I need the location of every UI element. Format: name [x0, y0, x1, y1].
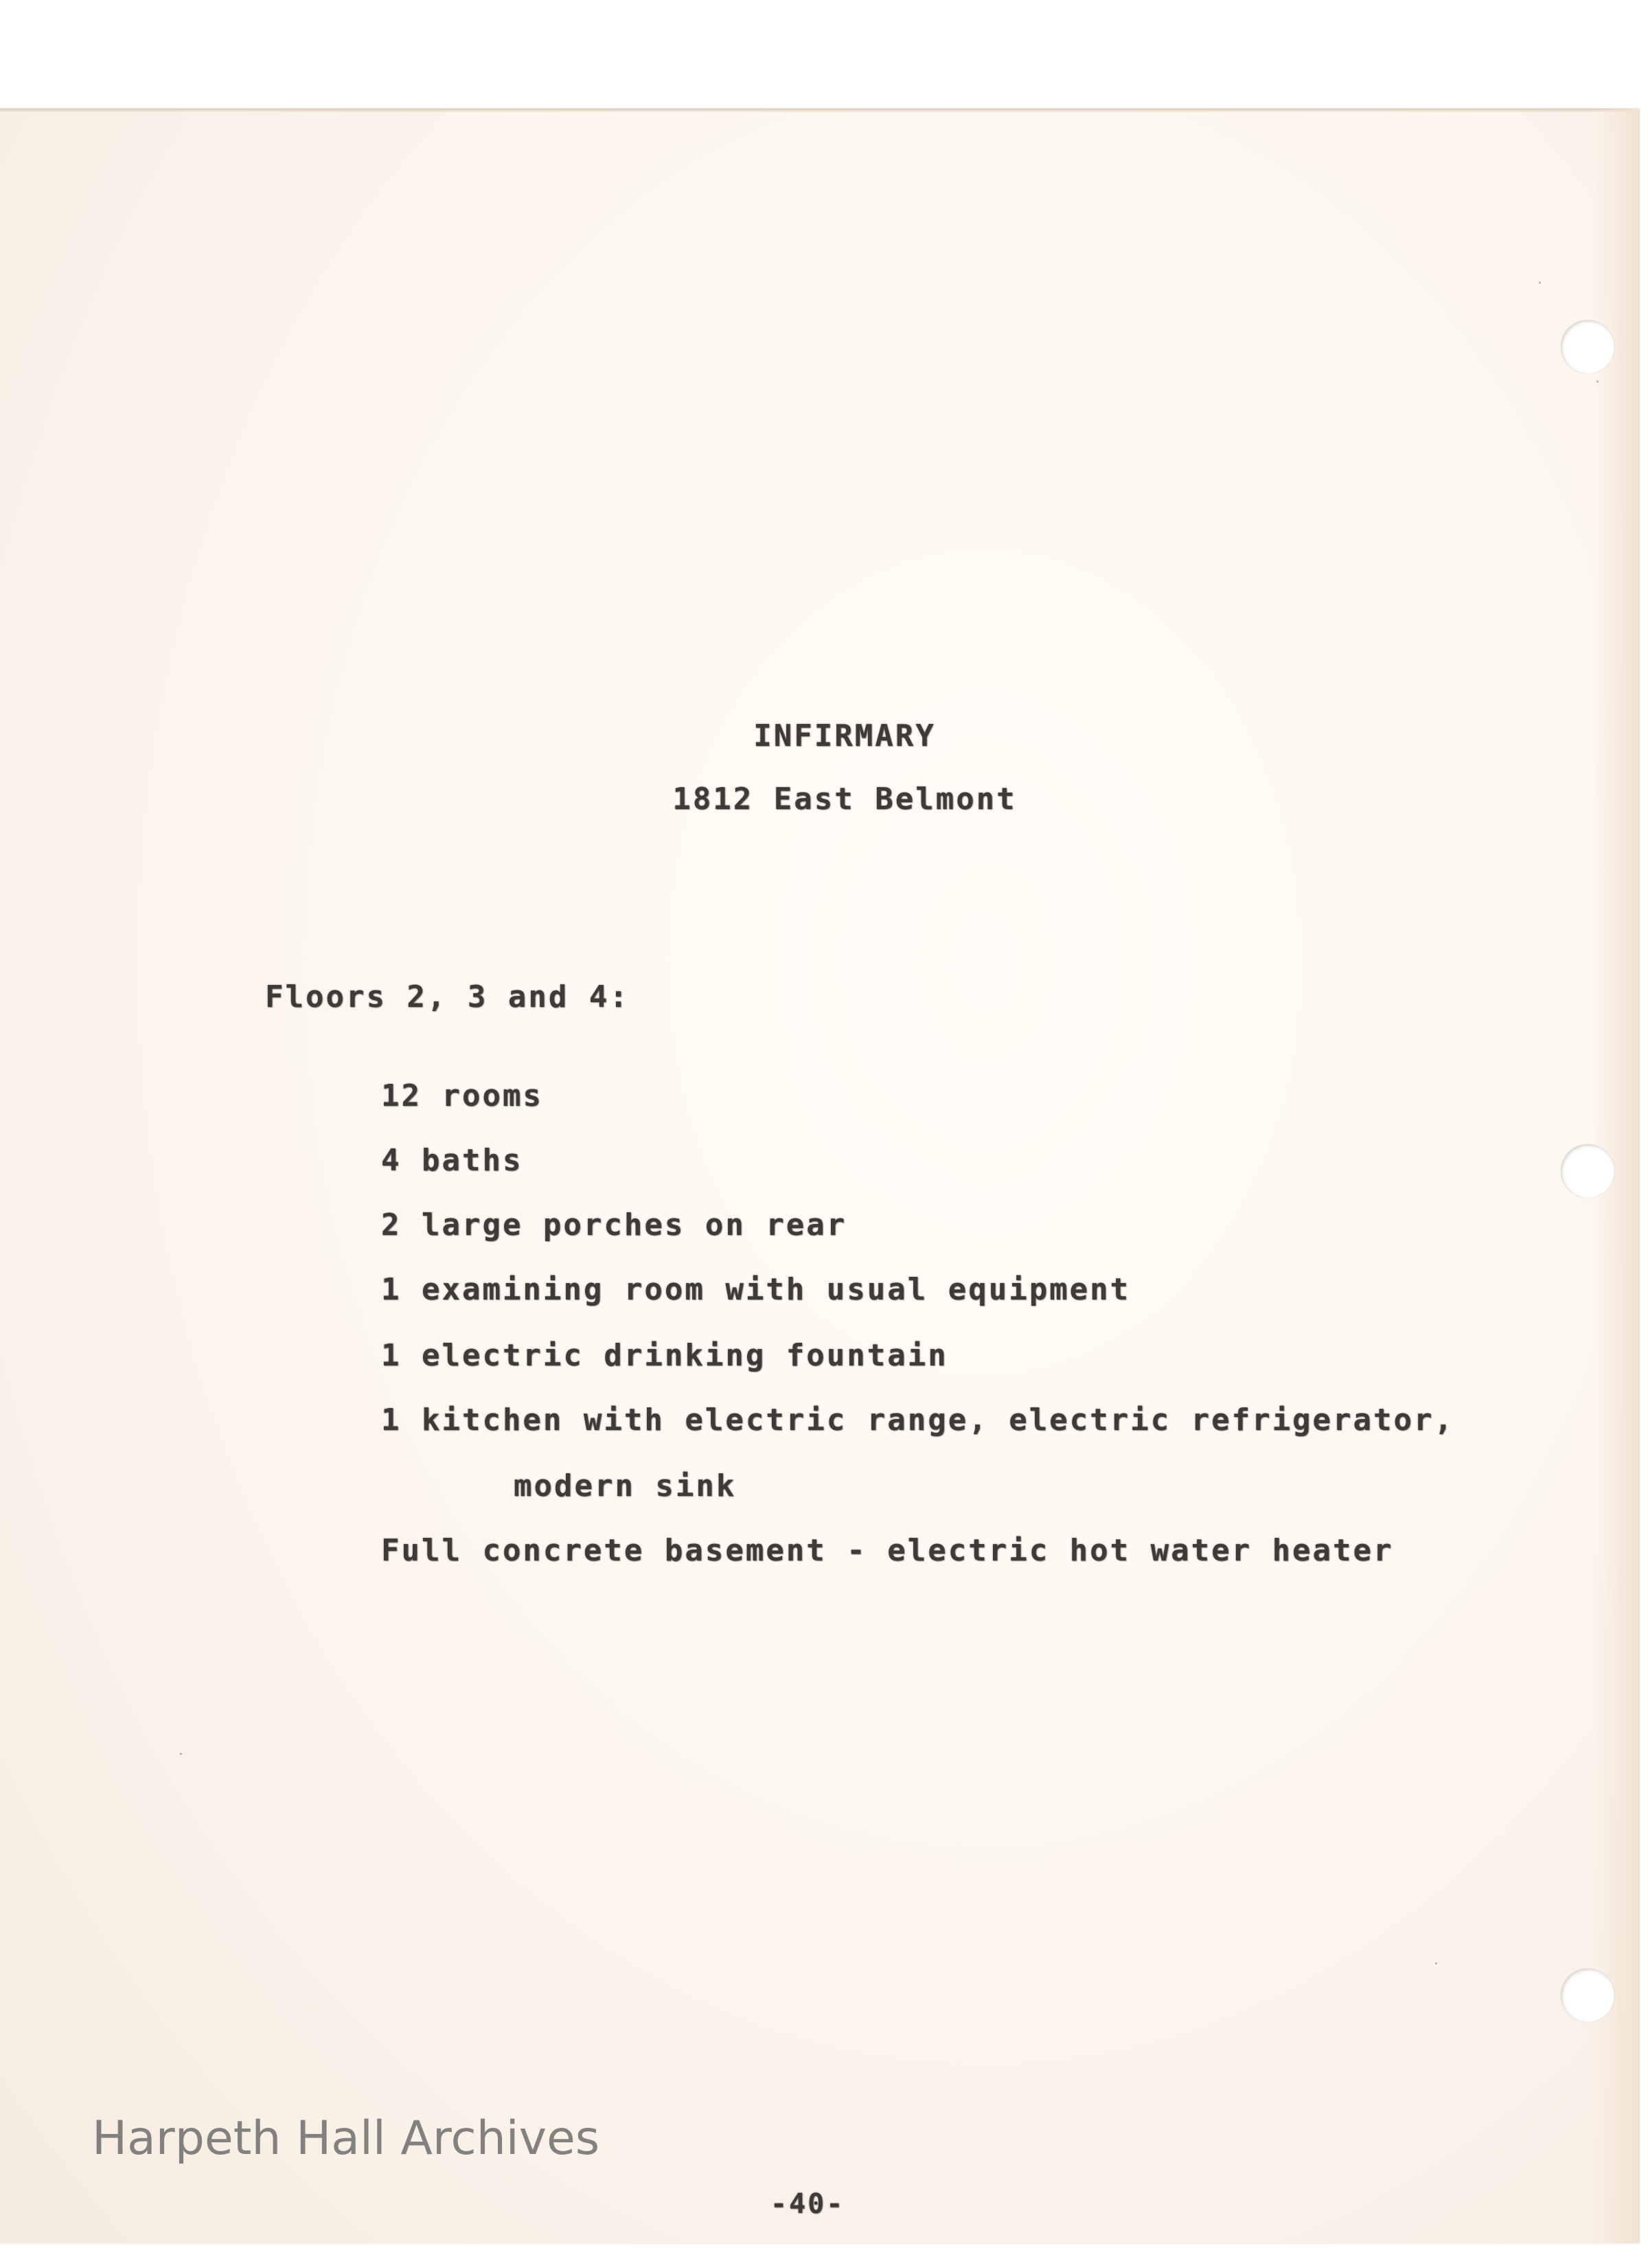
punch-hole-middle: [1561, 1144, 1614, 1198]
paper-top-edge: [0, 109, 1640, 113]
page-number: -40-: [770, 2188, 845, 2220]
paper-speck: [1596, 381, 1599, 383]
list-item: 12 rooms: [381, 1078, 543, 1113]
archive-watermark: Harpeth Hall Archives: [92, 2111, 600, 2166]
list-item: 1 kitchen with electric range, electric refrigerator,: [381, 1403, 1454, 1438]
list-item: 1 electric drinking fountain: [381, 1338, 948, 1373]
list-item: 4 baths: [381, 1143, 523, 1178]
list-item: 1 examining room with usual equipment: [381, 1272, 1131, 1307]
typed-page: [0, 109, 1640, 2243]
document-title: INFIRMARY: [753, 718, 936, 753]
document-address: 1812 East Belmont: [672, 782, 1017, 817]
list-item: Full concrete basement - electric hot water heater: [381, 1533, 1394, 1568]
paper-speck: [1435, 1962, 1437, 1964]
list-item-continuation: modern sink: [514, 1468, 737, 1504]
punch-hole-top: [1561, 320, 1614, 374]
paper-speck: [180, 1753, 182, 1755]
section-heading: Floors 2, 3 and 4:: [265, 979, 630, 1014]
punch-hole-bottom: [1561, 1969, 1614, 2022]
list-item: 2 large porches on rear: [381, 1207, 847, 1243]
paper-speck: [1539, 282, 1541, 284]
